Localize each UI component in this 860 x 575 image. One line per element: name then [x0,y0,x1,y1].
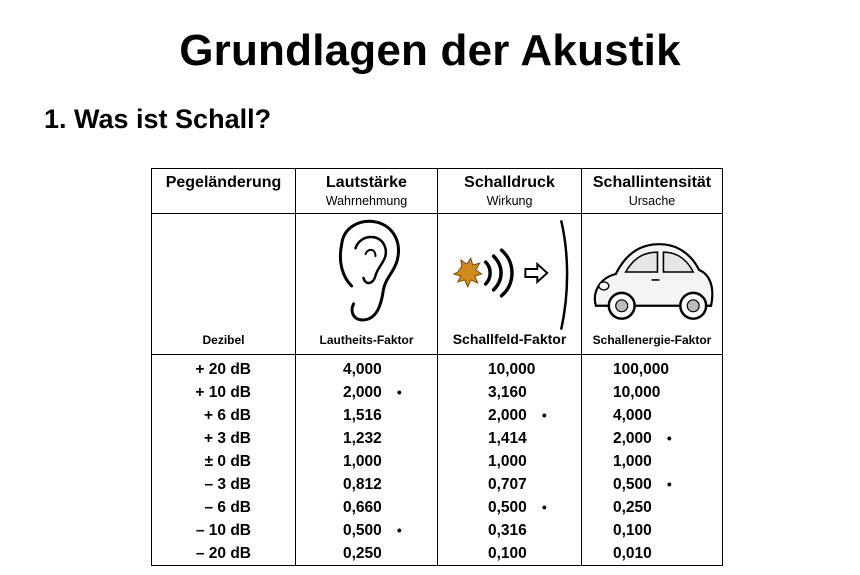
intensitaet-cell [582,404,723,427]
acoustics-table [151,168,723,566]
lautstaerke-cell [296,427,438,450]
lautstaerke-cell [296,473,438,496]
db-cell: ± 0 dB [152,450,296,473]
value: 0,707 [488,475,527,493]
intensitaet-cell [582,496,723,519]
db-cell: + 3 dB [152,427,296,450]
bullet-marker: • [541,406,547,423]
data-rows [152,355,723,566]
value: 2,000 [343,383,382,401]
intensitaet-cell [582,519,723,542]
header-main: Schalldruck [464,174,555,191]
table-row [152,404,723,427]
col3-factor-label: Schallfeld-Faktor [452,331,567,347]
db-cell: – 6 dB [152,496,296,519]
table-row [152,381,723,404]
intensitaet-cell [582,542,723,566]
lautstaerke-cell [296,355,438,382]
lautstaerke-cell [296,404,438,427]
value: 4,000 [343,360,382,378]
schalldruck-cell [438,404,582,427]
bullet-marker: • [396,383,402,400]
lautstaerke-cell [296,450,438,473]
value: 1,000 [488,452,527,470]
value: 0,316 [488,521,527,539]
sound-waves-icon [438,214,581,334]
page-title: Grundlagen der Akustik [179,26,681,75]
value: 2,000 [613,429,652,447]
table-row [152,427,723,450]
bullet-marker: • [666,475,672,492]
value: 0,100 [613,521,652,539]
lautstaerke-cell [296,519,438,542]
header-sub: Wahrnehmung [325,194,408,208]
value: 2,000 [488,406,527,424]
value: 4,000 [613,406,652,424]
col2-factor-label: Lautheits-Faktor [319,333,414,347]
illustration-row [152,214,723,355]
table-row [152,496,723,519]
ear-cell [296,214,438,355]
table-row [152,519,723,542]
waves-cell [438,214,582,355]
lautstaerke-cell [296,496,438,519]
header-sub: Ursache [628,194,676,208]
value: 1,232 [343,429,382,447]
schalldruck-cell [438,355,582,382]
col4-factor-label: Schallenergie-Faktor [592,333,712,347]
value: 1,414 [488,429,527,447]
table-row [152,542,723,566]
bullet-marker: • [541,498,547,515]
db-cell: + 6 dB [152,404,296,427]
dezibel-label: Dezibel [202,333,245,347]
schalldruck-cell [438,473,582,496]
lautstaerke-cell [296,381,438,404]
value: 0,500 [613,475,652,493]
value: 0,250 [343,544,382,562]
header-row [152,169,723,214]
section-heading: 1. Was ist Schall? [44,104,272,134]
intensitaet-cell [582,427,723,450]
intensitaet-cell [582,381,723,404]
value: 10,000 [613,383,661,401]
table-row [152,355,723,382]
value: 0,100 [488,544,527,562]
car-icon [582,214,722,334]
bullet-marker: • [396,521,402,538]
value: 0,500 [343,521,382,539]
value: 1,000 [343,452,382,470]
header-schalldruck [438,169,582,214]
ear-icon [296,214,437,334]
value: 100,000 [613,360,670,378]
schalldruck-cell [438,542,582,566]
schalldruck-cell [438,381,582,404]
db-cell: – 10 dB [152,519,296,542]
schalldruck-cell [438,427,582,450]
header-main: Lautstärke [326,174,407,191]
db-cell: + 20 dB [152,355,296,382]
value: 10,000 [488,360,536,378]
value: 0,250 [613,498,652,516]
header-pegelaenderung [152,169,296,214]
header-main: Pegeländerung [165,174,282,191]
value: 3,160 [488,383,527,401]
header-main: Schallintensität [592,174,712,191]
schalldruck-cell [438,496,582,519]
value: 0,660 [343,498,382,516]
value: 0,812 [343,475,382,493]
dezibel-cell [152,214,296,355]
header-sub: Wirkung [486,194,533,208]
car-cell [582,214,723,355]
value: 0,500 [488,498,527,516]
schalldruck-cell [438,450,582,473]
header-lautstaerke [296,169,438,214]
table-row [152,473,723,496]
db-cell: – 3 dB [152,473,296,496]
intensitaet-cell [582,355,723,382]
header-schallintensitaet [582,169,723,214]
intensitaet-cell [582,450,723,473]
value: 1,000 [613,452,652,470]
bullet-marker: • [666,429,672,446]
schalldruck-cell [438,519,582,542]
intensitaet-cell [582,473,723,496]
db-cell: – 20 dB [152,542,296,566]
lautstaerke-cell [296,542,438,566]
db-cell: + 10 dB [152,381,296,404]
value: 1,516 [343,406,382,424]
value: 0,010 [613,544,652,562]
table-row [152,450,723,473]
